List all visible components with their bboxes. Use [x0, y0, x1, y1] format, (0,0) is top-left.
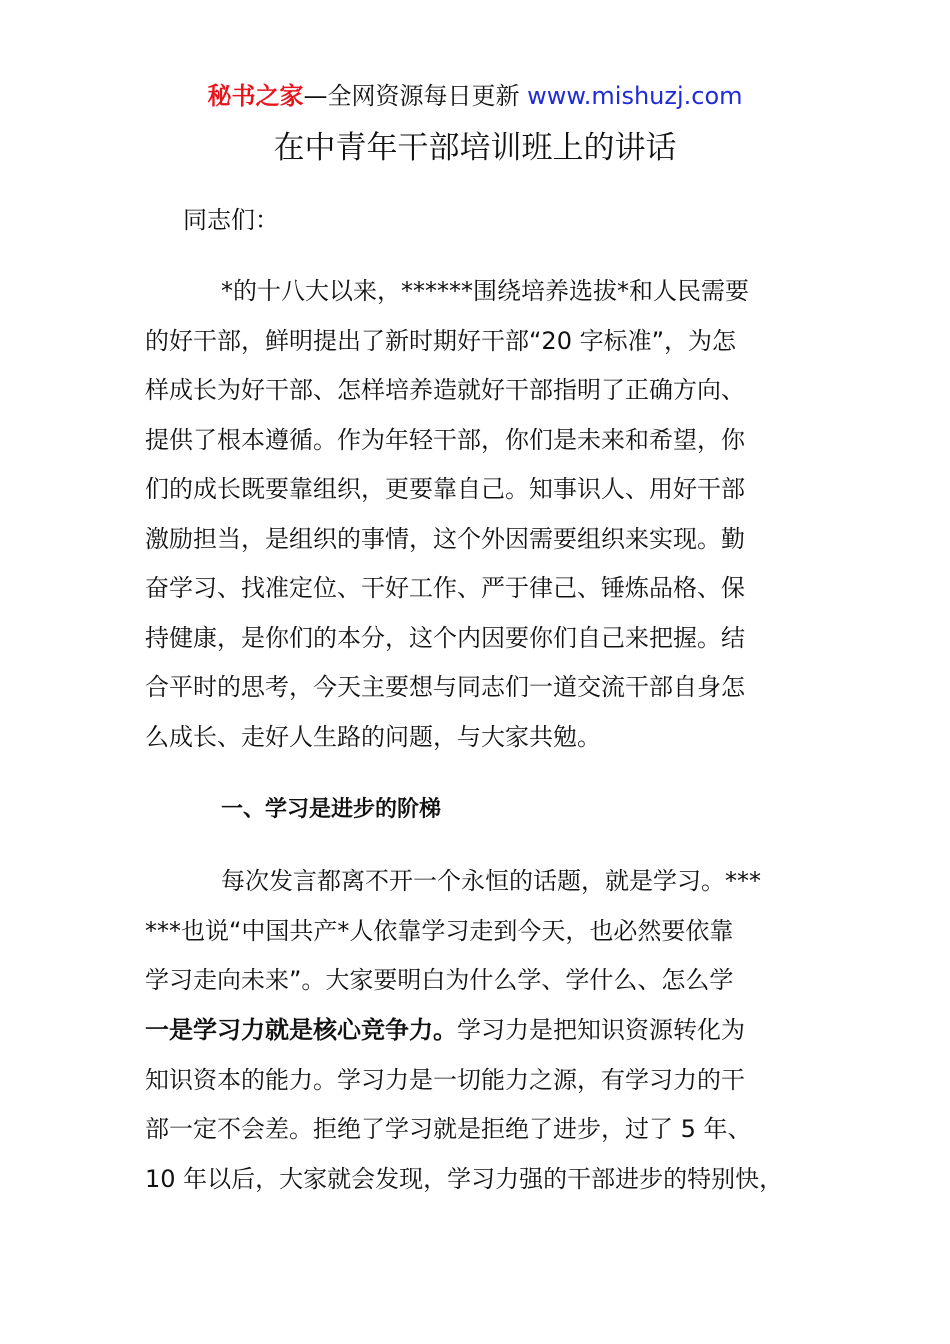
paragraph-line: *的十八大以来，******围绕培养选拔*和人民需要 — [221, 277, 749, 305]
site-header — [0, 80, 950, 112]
paragraph-intro — [145, 267, 749, 762]
paragraph-line: 提供了根本遵循。作为年轻干部，你们是未来和希望，你 — [145, 425, 745, 454]
bold-lead: 一是学习力就是核心竞争力。 — [145, 1016, 457, 1044]
line-rest: 学习力是把知识资源转化为 — [457, 1016, 745, 1044]
brand-name: 秘书之家 — [207, 82, 304, 110]
site-url-link[interactable]: www.mishuzj.com — [527, 82, 743, 110]
paragraph-line: 样成长为好干部、怎样培养造就好干部指明了正确方向、 — [145, 376, 745, 404]
paragraph-line: 10 年以后，大家就会发现，学习力强的干部进步的特别快， — [145, 1164, 784, 1193]
paragraph-line: 的好干部，鲜明提出了新时期好干部“20 字标准”，为怎 — [145, 326, 737, 355]
section-heading-1: 一、学习是进步的阶梯 — [221, 797, 442, 822]
document-title: 在中青年干部培训班上的讲话 — [273, 130, 677, 166]
paragraph-point-one — [145, 1006, 783, 1204]
paragraph-line: ***也说“中国共产*人依靠学习走到今天，也必然要依靠 — [145, 916, 734, 945]
paragraph-line: 部一定不会差。拒绝了学习就是拒绝了进步，过了 5 年、 — [145, 1115, 752, 1143]
paragraph-line: 么成长、走好人生路的问题，与大家共勉。 — [145, 722, 601, 751]
salutation: 同志们： — [183, 206, 279, 234]
paragraph-learning — [145, 857, 761, 1006]
paragraph-line: 持健康，是你们的本分，这个内因要你们自己来把握。结 — [145, 623, 745, 652]
header-tagline: —全网资源每日更新 — [303, 82, 528, 110]
paragraph-line: 学习走向未来”。大家要明白为什么学、学什么、怎么学 — [145, 966, 734, 994]
paragraph-line: 们的成长既要靠组织，更要靠自己。知事识人、用好干部 — [145, 475, 745, 503]
paragraph-line: 每次发言都离不开一个永恒的话题，就是学习。*** — [221, 867, 761, 895]
paragraph-line: 激励担当，是组织的事情，这个外因需要组织来实现。勤 — [145, 524, 745, 553]
paragraph-line — [145, 1006, 783, 1056]
paragraph-line: 合平时的思考，今天主要想与同志们一道交流干部自身怎 — [145, 673, 745, 701]
paragraph-line: 知识资本的能力。学习力是一切能力之源，有学习力的干 — [145, 1065, 745, 1094]
paragraph-line: 奋学习、找准定位、干好工作、严于律己、锤炼品格、保 — [145, 574, 745, 602]
